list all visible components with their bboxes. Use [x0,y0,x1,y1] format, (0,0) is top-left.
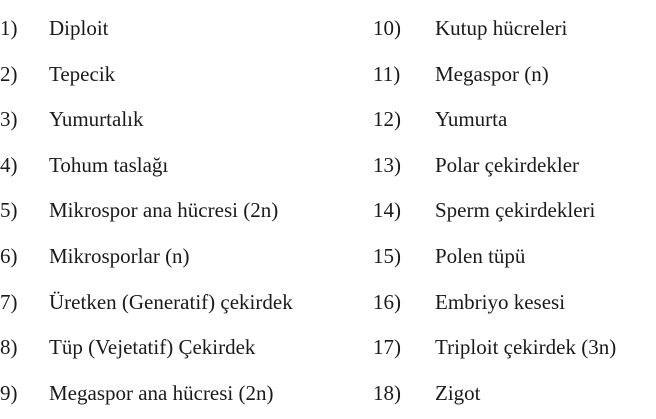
item-number: 6) [0,243,18,268]
list-item [370,6,656,52]
list-item [370,325,656,371]
list-item [370,143,656,189]
list-item [0,52,370,98]
item-number: 5) [0,198,18,223]
item-number: 8) [0,335,18,360]
item-number: 2) [0,61,18,86]
item-number: 9) [0,380,18,405]
list-item [0,188,370,234]
item-text: Polar çekirdekler [435,152,580,177]
item-text: Embriyo kesesi [435,289,566,314]
list-item [0,280,370,326]
list-item [370,280,656,326]
list-item [0,6,370,52]
item-number: 4) [0,152,18,177]
item-text: Megaspor (n) [435,61,549,86]
item-text: Mikrospor ana hücresi (2n) [49,198,279,223]
list-item [0,371,370,417]
item-number: 3) [0,107,18,132]
right-column [370,6,656,416]
item-number: 18) [373,380,401,405]
item-text: Mikrosporlar (n) [49,243,190,268]
item-text: Yumurta [435,107,508,132]
item-number: 12) [373,107,401,132]
item-number: 14) [373,198,401,223]
item-text: Tüp (Vejetatif) Çekirdek [49,335,256,360]
item-number: 1) [0,16,18,40]
list-item [370,234,656,280]
item-number: 17) [373,335,401,360]
item-number: 11) [373,61,401,86]
item-text: Yumurtalık [49,107,144,132]
left-column [0,6,370,416]
list-item [370,52,656,98]
item-text: Diploit [49,16,109,40]
item-text: Polen tüpü [435,243,526,268]
item-number: 7) [0,289,18,314]
item-text: Zigot [435,380,481,405]
item-text: Triploit çekirdek (3n) [435,335,617,360]
item-text: Üretken (Generatif) çekirdek [49,289,293,314]
list-item [370,371,656,417]
item-number: 16) [373,289,401,314]
item-text: Megaspor ana hücresi (2n) [49,380,274,405]
list-item [0,143,370,189]
list-item [0,325,370,371]
item-text: Kutup hücreleri [435,16,568,40]
item-number: 13) [373,152,401,177]
list-item [370,97,656,143]
list-item [0,97,370,143]
list-item [0,234,370,280]
numbered-term-list [0,6,656,416]
item-text: Tepecik [49,61,116,86]
item-number: 10) [373,16,401,40]
item-text: Sperm çekirdekleri [435,198,596,223]
item-text: Tohum taslağı [49,152,169,177]
list-item [370,188,656,234]
item-number: 15) [373,243,401,268]
